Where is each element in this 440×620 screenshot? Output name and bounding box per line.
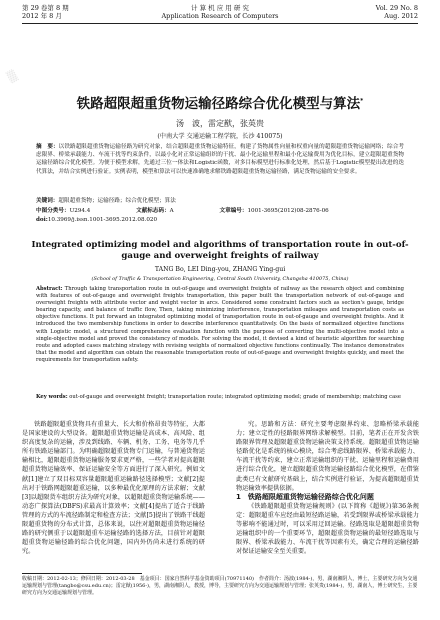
intro-paragraph: 铁路超限超重货物具有重量大、长大和价格昂贵等特征，大都是国家建设的大型设备。超限超重货物运输是高成本、高风险、组织高度复杂的运输，涉及到线路、车辆、机务、工务、电务等几乎所有铁路运输部门。为明确超限超重货物专门运输，与普通货物运输相比，超限超重货物运输服务要求更严格，一些学者对提高超限超重货物运输效率、保证运输安全等方面进行了深入研究。例如文献[1]建立了双目标双容量超限超重运输路径选择模型；文献[2]提出对于铁路网超限超重运输，以多种最优化原理的方法求解；文献[3]以超限货车组织方法为研究对象，以超限超重货物运输系统——动态广探算法(DBFS)求最高计算效率；文献[4]提出了适合于线路管理的方式的车流径路制定和检查方法；文献[5]提出了铁路干线超限超重货物的分布式计算，总体来说，以往对超限超重货物运输径路的研究侧重于以超限超重车运输径路的选择方法，目前针对超限超重货物运输径路的综合优化问题，国内外仍尚未进行系统的研究。 (22, 421, 205, 556)
classification-line (36, 207, 404, 215)
keywords-cn (36, 197, 404, 205)
english-abstract-label: Abstract: (36, 286, 63, 292)
article-no-label: 文章编号： (219, 208, 248, 214)
english-keywords-label: Key words: (36, 394, 68, 400)
english-affiliation: (School of Traffic & Transportation Engineering, Central South University, Changsha 410075, China) (91, 276, 349, 282)
intro-continued-paragraph: 究。思路和方法：研究主要考虑限界约束、忽略桥梁承载能力；建立定性的径路限界网络求解模型。目前，笔者正在开发含铁路限界管理及超限超重货物运输决策支持系统。超限超重货物运输径路优化是系统的核心模块，综合考虑线路限界、桥梁承载能力、车流干扰等约束，建立正常运输组织的干扰、运输里程和运输费用进行综合优化，建立超限超重货物运输径路综合优化模型，在借鉴此类已有文献研究基础上，结合实例进行验证，为提高超限超重货物运输效率提供依据。 (236, 421, 419, 492)
body-right-column (236, 420, 419, 556)
english-abstract-text: Through taking transportation route in out-of-gauge and overweight freights of railway as the research object and combining with features of out-of-gauge and overweight freights transportation, this paper built the transportation network of out-of-gauge and overweight freights with attribute vector and weight vector in arcs. Considered some constraint factors such as section's gauge, bridge bearing capacity, and balance of traffic flow, Then, taking minimizing interference, transportation mileages and transportation costs as objective functions. It put forward an integrated optimizing model of transportation route in out-of-gauge and overweight freights. And it introduced the two membership functions in order to describe interference quantitatively. On the basis of normalized objective functions with Logistic model, a structured comprehensive evaluation function with the purpose of converting the multi-objective model into a single-objective model and proved the consistency of models. For solving the model, it devised a kind of heuristic algorithm for searching route and adopted cases matching strategy with revising weights of normalized objective functions continually. The instance demonstrates that the model and algorithm can obtain the reasonable transportation route of out-of-gauge and overweight freights quickly, and meet the requirements for transportation safety. (36, 286, 404, 363)
affiliation: (中南大学 交通运输工程学院，长沙 410075) (157, 133, 283, 140)
doc-code-value: A (169, 208, 174, 214)
footnote: 收稿日期：2012-02-13；修回日期：2012-03-28 基金项目：国家自然科学基金资助项目(70971140) 作者简介：汤波(1984-)，男，湖南湘阴人，博士，主要研究方向为交通运输规划与管理(tangbo@csu.edu.cn)；雷定猷(1956-)，男，湖南湘阴人，教授，博导，主要研究方向为交通运输规划与管理；张英贵(1984-)，男，湖南人，博士研究生，主要研究方向为交通运输规划与管理。 (22, 576, 418, 596)
english-keywords (36, 394, 404, 401)
section-1-heading: 1 铁路超限超重货物运输径路综合优化问题 (236, 492, 374, 501)
article-no (220, 208, 351, 214)
english-abstract (36, 286, 404, 364)
body-left-column (22, 420, 205, 556)
doi-line (36, 216, 404, 224)
title-text: 铁路超限超重货物运输径路综合优化模型与算法 (76, 96, 361, 112)
doc-code (136, 208, 196, 214)
header-date-cn: 2012 年 8 月 (22, 12, 62, 20)
keywords-cn-text: 超限超重货物；运输径路；综合优化模型；算法 (58, 198, 176, 204)
abstract-cn-label: 摘 要： (36, 144, 59, 150)
header-date-en: Aug. 2012 (384, 12, 418, 20)
keywords-cn-label: 关键词： (36, 198, 59, 204)
header-volume-cn: 第 29 卷第 8 期 (22, 4, 69, 12)
page-title (0, 92, 440, 112)
abstract-cn-text: 以铁路超限超重货物运输径路为研究对象，结合超限超重货物运输特征，构建了货物属性向量和权重向量的超限超重货物运输网络；综合考虑限界、桥梁承载能力、车流干扰等约束条件，以最小化对正常运输组织的干扰、最小化运输里程和最小化运输费用为优化目标，建立超限超重货物运输径路综合优化模型。为便于模型求解，先通过三位一体法和Logistic函数，对多目标模型进行标准化处理，然后基于Logistic模型提出改进的迭代算法，并结合实例进行验证。实例表明，模型和算法可以快速准确地求解铁路超限超重货物运输径路，满足货物运输的安全要求。 (36, 144, 404, 175)
footnote-rule (22, 573, 142, 574)
clc (36, 208, 112, 214)
section-1-paragraph: 《铁路超限超重货物运输规则》(以下简称《超规》)第36条规定：超限超重车应经由最短径路运输，若受到限界或桥梁承载能力等影响不能通过时，可以采用迂回运输。径路选取是超限超重货物运输组织中的一个重要环节，超限超重货物运输的最短径路选取与限界、桥梁承载能力、车流干扰等因素有关，确定合理的运输径路对保证运输安全至关重要。 (236, 502, 419, 556)
abstract-cn (36, 143, 404, 176)
english-title: Integrated optimizing model and algorithms of transportation route in out-of-gauge and overweight freights of railway (31, 240, 409, 261)
doc-code-label: 文献标志码： (136, 208, 170, 214)
header-journal-cn: 计 算 机 应 用 研 究 (191, 4, 249, 12)
header-journal (22, 4, 418, 20)
article-no-value: 1001-3695(2012)08-2876-06 (247, 208, 329, 214)
header-volume-en (376, 4, 418, 20)
title-footnote-mark: * (360, 97, 364, 105)
watermark: ▒ (5, 68, 20, 85)
header-vol-no: Vol. 29 No. 8 (375, 4, 418, 12)
header-journal-en: Application Research of Computers (161, 12, 279, 20)
english-authors: TANG Bo, LEI Ding-you, ZHANG Ying-gui (154, 266, 286, 273)
running-header (22, 4, 418, 26)
header-rule (22, 23, 418, 24)
clc-value: U294.4 (69, 208, 91, 214)
clc-label: 中图分类号： (36, 208, 70, 214)
doi-value: 10.3969/j.issn.1001-3695.2012.08.020 (47, 217, 158, 223)
english-keywords-text: out-of-gauge and overweight freight; transportation route; integrated optimizing model; grade of membership; matching case (69, 394, 401, 400)
doi-label: doi: (36, 217, 48, 223)
authors: 汤 波，雷定猷，张英贵 (176, 119, 264, 128)
